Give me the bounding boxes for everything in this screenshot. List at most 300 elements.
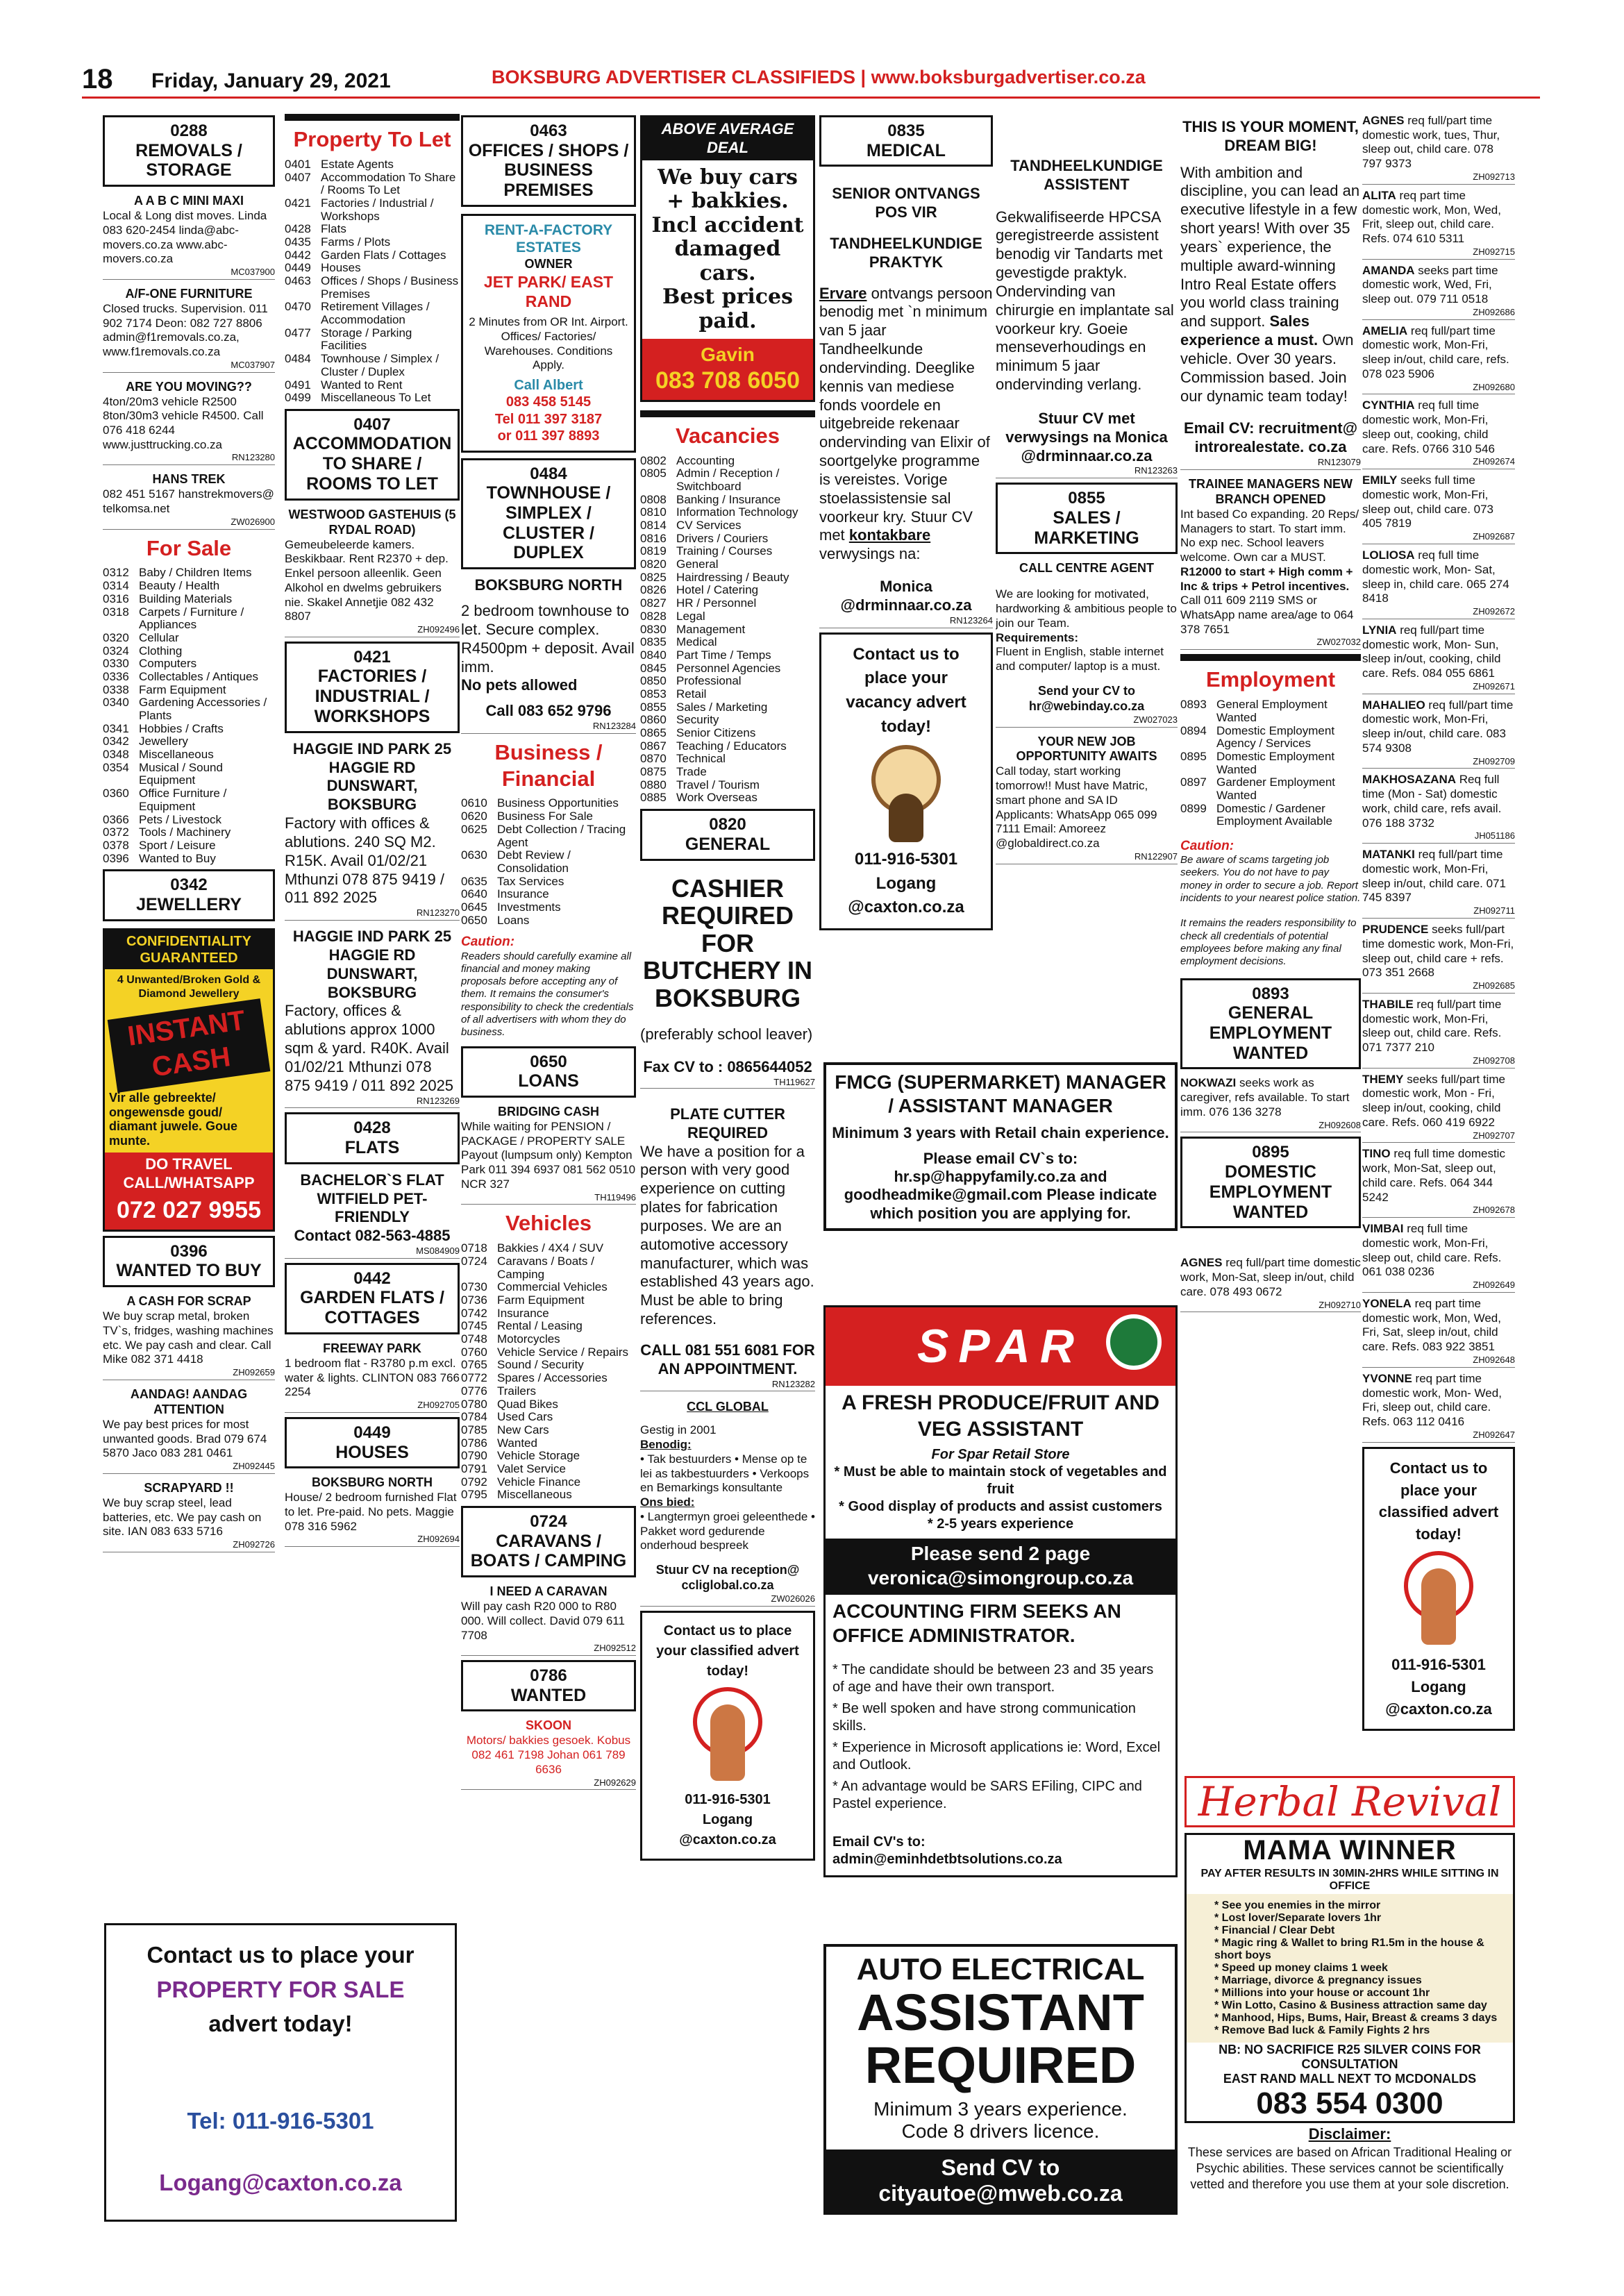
ad-dream-big: THIS IS YOUR MOMENT, DREAM BIG! With ambition and discipline, you can lead an executive lifestyle in a few short years! With over 35 years` experience, the multiple award-winning Intro Real Estate offers you world class training and support. Sales experience a must. Own vehicle. Over 30 years. Commission based. Join our dynamic team today! Email CV: recruitment@ introrealestate. co.za RN123079 <box>1180 118 1361 470</box>
directory-label: Pets / Livestock <box>139 812 222 826</box>
bullet: * The candidate should be between 23 and 35 years of age and have their own transport. <box>832 1662 1154 1695</box>
ad-ref: RN123280 <box>103 452 275 465</box>
classified-ad <box>103 1481 275 1552</box>
ad-ref: ZH092715 <box>1362 246 1515 260</box>
mama-item: * Marriage, divorce & pregnancy issues <box>1214 1975 1422 1986</box>
ad-text: We buy scrap steel, lead batteries, etc. We pay cash on site. IAN 083 633 5716 <box>103 1495 262 1539</box>
ad-ref: ZH092726 <box>103 1539 275 1552</box>
ad-ref: ZH092680 <box>1362 382 1515 395</box>
directory-code: 0805 <box>640 467 667 480</box>
ad-name: THEMY <box>1362 1072 1404 1086</box>
ad-caravan: I NEED A CARAVAN Will pay cash R20 000 to R80 000. Will collect. David 079 611 7708 ZH092512 <box>461 1584 636 1656</box>
ad-trainee-managers: TRAINEE MANAGERS NEW BRANCH OPENED Int based Co expanding. 20 Reps/ Managers to start. To start imm. No exp nec. School leavers welcome. Own car a MUST. R12000 to start + High comm + Inc & trips + Petrol incentives. Call 011 609 2119 SMS or WhatsApp name area/age to 064 378 7651 ZW027032 <box>1180 477 1361 650</box>
ad-text: req full time domestic work, Mon-Sat, sleep out, child care. Refs. 064 344 5242 <box>1362 1147 1505 1204</box>
ad-text: We pay best prices for most unwanted goods. Brad 079 674 5870 Jaco 083 281 0461 <box>103 1417 267 1460</box>
directory-code: 0645 <box>461 900 487 914</box>
directory-label: Offices / Shops / Business Premises <box>321 274 459 301</box>
column-4: ABOVE AVERAGE DEAL We buy cars + bakkies. Incl accident damaged cars. Best prices paid. Gavin 083 708 6050 Vacancies 0802 Accounting 0805 Admin / Reception / Switchboard 0808 Banking / Insurance 0810 Information Technology 0814 CV Services 0816 Drivers / Couriers 0819 Training / Courses 0820 General 0825 Hairdressing / Beauty 0826 Hotel / Catering 0827 HR / Personnel 0828 Legal 0830 Management 0835 Medical 0840 Part Time / Temps 0845 Personnel Agencies 0850 Professional 0853 Retail 0855 Sales / Marketing 0860 Security 0865 Senior Citizens 0867 Teaching / Educators 0870 Technical 0875 Trade 0880 Travel / Tourism 0885 Work Overseas 0820 GENERAL CASHIER REQUIRED FOR BUTCHERY IN BOKSBURG (preferably school leaver) Fax CV to : 0865644052 TH119627 PLATE CUTTER REQUIRED We have a position for a person with very good experience on cutting plates for fabrication purposes. We are an automotive accessory manufacturer, which was established 43 years ago. Must be able to bring references. CALL 081 551 6081 FOR AN APPOINTMENT. RN123282 CCL GLOBAL Gestig in 2001 Benodig: • Tak bestuurders • Mense op te lei as takbestuurders • Verkoops en Bemarkings konsultante Ons bied: • Langtermyn groei geleenthede • Pakket word gedurende onderhoud bespreek Stuur CV na reception@ ccliglobal.co.za ZW026026 Contact us to place your classified advert today! 011-916-5301 Logang @caxton.co.za <box>640 111 815 1861</box>
cashier-ad-note: (preferably school leaver) <box>640 1025 813 1044</box>
mama-item: * Win Lotto, Casino & Business attraction same day <box>1214 2000 1487 2011</box>
directory-label: Tax Services <box>497 874 564 888</box>
directory-label: Miscellaneous To Let <box>321 391 431 405</box>
directory-label: Sales / Marketing <box>676 700 768 714</box>
mama-item: * Financial / Clear Debt <box>1214 1925 1335 1936</box>
ad-townhouse: BOKSBURG NORTH 2 bedroom townhouse to let. Secure complex. R4500pm + deposit. Avail imm. No pets allowed Call 083 652 9796 RN123284 <box>461 576 636 734</box>
directory-label: Jewellery <box>139 735 188 748</box>
vehicles-directory <box>461 1242 636 1502</box>
directory-label: New Cars <box>497 1423 549 1436</box>
business-financial-title: Business / Financial <box>494 739 603 791</box>
for-sale-directory <box>103 567 275 865</box>
ad-text: req part time domestic work, Mon, Wed, Fri, Sat, sleep in/out, child care. Refs. 083 922 3851 <box>1362 1297 1501 1354</box>
directory-label: Hotel / Catering <box>676 583 759 597</box>
directory-code: 0620 <box>461 810 487 823</box>
ad-name: THABILE <box>1362 997 1414 1011</box>
directory-label: Miscellaneous <box>139 748 214 762</box>
heading-accommodation: 0407 ACCOMMODATION TO SHARE / ROOMS TO LET <box>285 409 460 501</box>
ad-heading: AANDAG! AANDAG ATTENTION <box>130 1386 248 1416</box>
fmcg-ad: FMCG (SUPERMARKET) MANAGER / ASSISTANT MANAGER Minimum 3 years with Retail chain experience. Please email CV`s to: hr.sp@happyfamily.co.za and goodheadmike@gmail.com Please indicate which position you are applying for. <box>823 1062 1178 1231</box>
classified-ad <box>103 380 275 466</box>
ad-ref: ZH092672 <box>1362 606 1515 619</box>
directory-code: 0360 <box>103 787 129 801</box>
ad-text: req full time domestic work, Mon-Fri, sleep out, child care. Refs. 061 038 0236 <box>1362 1222 1502 1279</box>
auto-electrical-ad: AUTO ELECTRICAL ASSISTANT REQUIRED Minimum 3 years experience. Code 8 drivers licence. Send CV to cityautoe@mweb.co.za <box>823 1944 1178 2215</box>
directory-label: Information Technology <box>676 505 798 519</box>
mama-item: * Speed up money claims 1 week <box>1214 1962 1388 1974</box>
domestic-ad <box>1362 1073 1515 1143</box>
directory-code: 0428 <box>285 222 311 236</box>
ad-text: req full/part time domestic work, Mon-Fri, sleep in/out, child care, refs. 078 023 5906 <box>1362 324 1509 380</box>
ad-ref: ZH092711 <box>1362 905 1515 919</box>
ad-name: YVONNE <box>1362 1371 1412 1385</box>
column-6 <box>996 111 1178 1041</box>
directory-code: 0860 <box>640 713 667 727</box>
ad-bachelor: BACHELOR`S FLAT WITFIELD PET-FRIENDLY Contact 082-563-4885 MS084909 <box>285 1171 460 1259</box>
directory-label: Senior Citizens <box>676 726 756 740</box>
directory-code: 0650 <box>461 913 487 927</box>
ad-name: MAHALIEO <box>1362 698 1425 712</box>
directory-code: 0808 <box>640 492 667 506</box>
domestic-ad <box>1362 1297 1515 1368</box>
ad-ref: MC037900 <box>103 267 275 280</box>
ad-text: Req full time (Mon - Sat) domestic work, child care, refs avail. 076 188 3732 <box>1362 773 1502 830</box>
bullet: * Experience in Microsoft applications ie: Word, Excel and Outlook. <box>832 1740 1161 1773</box>
column-7 <box>1180 111 1361 1316</box>
directory-label: Medical <box>676 635 717 649</box>
directory-code: 0776 <box>461 1384 487 1398</box>
directory-label: Flats <box>321 222 346 236</box>
ad-name: TINO <box>1362 1147 1391 1161</box>
ad-text: 082 451 5167 hanstrekmovers@ telkomsa.net <box>103 487 274 516</box>
directory-label: Technical <box>676 752 726 766</box>
ad-text: req full time domestic work, Mon- Sat, sleep in, child care. 065 274 8418 <box>1362 548 1509 605</box>
ad-agnes: AGNES req full/part time domestic work, Mon-Sat, sleep in/out, child care. 078 493 0672 ZH092710 <box>1180 1256 1361 1312</box>
directory-code: 0336 <box>103 669 129 683</box>
directory-code: 0341 <box>103 721 129 735</box>
directory-code: 0880 <box>640 778 667 791</box>
directory-label: Farms / Plots <box>321 235 391 249</box>
directory-code: 0470 <box>285 300 311 314</box>
directory-label: General <box>676 558 719 571</box>
ad-text: seeks full time domestic work, Mon-Fri, sleep out, child care. 073 405 7819 <box>1362 474 1494 530</box>
directory-label: Quad Bikes <box>497 1397 558 1411</box>
directory-code: 0819 <box>640 544 667 558</box>
domestic-ad <box>1362 623 1515 694</box>
directory-code: 0338 <box>103 682 129 696</box>
directory-code: 0724 <box>461 1254 487 1268</box>
disclaimer: Disclaimer: These services are based on African Traditional Healing or Psychic abilities. These services cannot be scientifically vetted and therefore you use them at your sole discretion. <box>1187 2125 1512 2192</box>
directory-code: 0790 <box>461 1449 487 1463</box>
directory-code: 0316 <box>103 592 129 605</box>
directory-code: 0491 <box>285 378 311 392</box>
directory-code: 0894 <box>1180 723 1207 737</box>
section-title[interactable]: BOKSBURG ADVERTISER CLASSIFIEDS | www.boksburgadvertiser.co.za <box>492 67 1146 87</box>
directory-label: Business Opportunities <box>497 796 619 810</box>
mama-item: * Magic ring & Wallet to bring R1.5m in the house & short boys <box>1214 1937 1484 1961</box>
ad-name: ALITA <box>1362 188 1396 202</box>
ad-heading: SCRAPYARD !! <box>144 1480 234 1495</box>
directory-code: 0786 <box>461 1436 487 1450</box>
column-8 <box>1362 111 1515 1731</box>
column-2 <box>285 111 460 1551</box>
directory-label: Accounting <box>676 453 735 467</box>
directory-code: 0853 <box>640 687 667 701</box>
ad-text: req part time domestic work, Mon- Wed, Fri, sleep out, child care. Refs. 063 112 0416 <box>1362 1371 1502 1429</box>
mama-item: * Manhood, Hips, Bums, Hair, Breast & creams 3 days <box>1214 2012 1498 2024</box>
domestic-ad <box>1362 474 1515 544</box>
employment-directory <box>1180 698 1361 828</box>
directory-code: 0875 <box>640 765 667 779</box>
directory-code: 0401 <box>285 157 311 171</box>
heading-factories: 0421 FACTORIES / INDUSTRIAL / WORKSHOPS <box>285 642 460 733</box>
ad-text: seeks full/part time domestic work, Mon - Fri, sleep in/out, cooking, child care. Refs. 060 419 6922 <box>1362 1072 1505 1129</box>
ad-boksburg-north: BOKSBURG NORTH House/ 2 bedroom furnished Flat to let. Pre-paid. No pets. Maggie 078 316 5962 ZH092694 <box>285 1475 460 1547</box>
domestic-ad <box>1362 773 1515 844</box>
directory-label: Carpets / Furniture / Appliances <box>139 605 244 632</box>
ad-haggie-2: HAGGIE IND PARK 25 HAGGIE RD DUNSWART, BOKSBURG Factory, offices & ablutions approx 1000 sqm & yard. R40K. Avail 01/02/21 Mthunzi 078 875 9419 / 011 892 2025 RN123269 <box>285 928 460 1108</box>
vacancy-contact-box: Contact us to place your vacancy advert today! 011-916-5301 Logang @caxton.co.za <box>819 632 993 931</box>
classified-ad <box>103 472 275 529</box>
ad-freeway: FREEWAY PARK 1 bedroom flat - R3780 p.m excl. water & lights. CLINTON 083 766 2254 ZH092705 <box>285 1341 460 1413</box>
ad-text: Closed trucks. Supervision. 011 902 7174 Deon: 082 727 8806 admin@f1removals.co.za, www.f1removals.co.za <box>103 301 268 358</box>
directory-label: Valet Service <box>497 1461 566 1475</box>
directory-code: 0897 <box>1180 776 1207 789</box>
directory-code: 0736 <box>461 1293 487 1307</box>
directory-code: 0850 <box>640 674 667 688</box>
directory-label: Baby / Children Items <box>139 566 252 580</box>
ad-name: CYNTHIA <box>1362 399 1415 412</box>
directory-code: 0463 <box>285 274 311 287</box>
heading-garden-flats: 0442 GARDEN FLATS / COTTAGES <box>285 1263 460 1334</box>
heading-loans: 0650 LOANS <box>461 1046 636 1098</box>
directory-label: Wanted to Rent <box>321 378 403 392</box>
domestic-ad <box>1362 848 1515 919</box>
directory-label: Computers <box>139 657 197 671</box>
ad-text: req part time domestic work, Mon, Wed, Frit, sleep out, child care. Refs. 074 610 5311 <box>1362 188 1501 245</box>
directory-code: 0366 <box>103 812 129 826</box>
ad-ref: ZH092686 <box>1362 307 1515 320</box>
directory-code: 0342 <box>103 735 129 748</box>
business-directory <box>461 797 636 927</box>
phone-icon <box>1397 1551 1480 1648</box>
directory-label: Travel / Tourism <box>676 778 760 791</box>
directory-code: 0816 <box>640 531 667 545</box>
directory-code: 0324 <box>103 644 129 657</box>
directory-label: HR / Personnel <box>676 596 757 610</box>
ad-name: LOLIOSA <box>1362 548 1415 562</box>
directory-label: Investments <box>497 900 561 914</box>
vacancies-directory <box>640 455 815 805</box>
directory-label: Estate Agents <box>321 157 394 171</box>
ad-bridging-cash: BRIDGING CASH While waiting for PENSION / PACKAGE / PROPERTY SALE Payout (lumpsum only) Kempton Park 011 394 6937 081 562 0510 NCR 327 TH119496 <box>461 1105 636 1205</box>
directory-label: Storage / Parking Facilities <box>321 326 412 353</box>
ad-text: req full/part time domestic work, Mon-Fri, sleep out, child care. Refs. 071 7377 210 <box>1362 997 1502 1055</box>
directory-label: Musical / Sound Equipment <box>139 760 223 787</box>
directory-code: 0810 <box>640 505 667 519</box>
caution-financial: Caution: Readers should carefully examine all financial and money making proposals before accepting any of them. It remains the consumer's responsibility to check the credentials of all advertisers with whom they do business. <box>461 935 634 1039</box>
directory-label: Retail <box>676 687 707 701</box>
directory-code: 0499 <box>285 391 311 405</box>
directory-code: 0828 <box>640 609 667 623</box>
ad-heading: A A B C MINI MAXI <box>134 194 244 208</box>
ad-ref: ZH092649 <box>1362 1280 1515 1293</box>
ad-westwood: WESTWOOD GASTEHUIS (5 RYDAL ROAD) Gemeubeleerde kamers. Beskikbaar. Rent R2370 + dep. Enkel persoon alleenlik. Geen Alkohol en dwelms gebruikers nie. Skakel Annetjie 082 432 8807 ZH092496 <box>285 508 460 637</box>
ad-haggie-1: HAGGIE IND PARK 25 HAGGIE RD DUNSWART, BOKSBURG Factory with offices & ablutions. 240 SQ M2. R15K. Avail 01/02/21 Mthunzi 078 875 9419 / 011 892 2025 RN123270 <box>285 740 460 921</box>
directory-label: Vehicle Finance <box>497 1475 581 1489</box>
ad-ref: ZH092708 <box>1362 1055 1515 1069</box>
ad-ref: ZH092659 <box>103 1367 275 1380</box>
ad-ref: ZW026900 <box>103 517 275 530</box>
spar-ad: SPAR A FRESH PRODUCE/FRUIT AND VEG ASSISTANT For Spar Retail Store * Must be able to maintain stock of vegetables and fruit * Good display of products and assist customers * 2-5 years experience Please send 2 page veronica@simongroup.co.za <box>823 1305 1178 1595</box>
directory-code: 0835 <box>640 635 667 649</box>
ad-ref: ZH092713 <box>1362 171 1515 185</box>
mascot-icon <box>864 745 948 842</box>
directory-label: Rental / Leasing <box>497 1319 583 1333</box>
page-number: 18 <box>82 64 113 94</box>
ad-name: VIMBAI <box>1362 1222 1404 1236</box>
ad-senior-ontvangs: SENIOR ONTVANGS POS VIR TANDHEELKUNDIGE PRAKTYK Ervare ontvangs persoon benodig met `n minimum van 5 jaar Tandheelkunde ondervinding. Deeglike kennis van mediese fonds voordele en uitgebreide rekenaar ondervinding van Elixir of soortgelyke programme is vereistes. Vorige stoelassistensie sal voorkeur kry. Stuur CV met kontakbare verwysings na: Monica @drminnaar.co.za RN123264 <box>819 185 993 628</box>
spar-tree-icon <box>1106 1314 1162 1370</box>
phone-icon <box>686 1687 769 1784</box>
directory-label: Banking / Insurance <box>676 492 781 506</box>
directory-label: Miscellaneous <box>497 1488 572 1502</box>
mama-item: * Lost lover/Separate lovers 1hr <box>1214 1912 1382 1924</box>
instant-cash-ad: CONFIDENTIALITY GUARANTEED 4 Unwanted/Broken Gold & Diamond Jewellery INSTANT CASH Vir alle gebreekte/ ongewensde goud/ diamant juwele. Goue munte. DO TRAVEL CALL/WHATSAPP 072 027 9955 <box>103 928 275 1232</box>
domestic-ad <box>1362 1372 1515 1443</box>
directory-label: Insurance <box>497 1306 549 1320</box>
ad-name: AMELIA <box>1362 324 1408 337</box>
ad-text: req full/part time domestic work, Mon- Sun, sleep in/out, cooking, child care. Refs. 084 055 6861 <box>1362 623 1501 680</box>
ad-name: PRUDENCE <box>1362 923 1429 937</box>
directory-label: Part Time / Temps <box>676 648 771 662</box>
domestic-ad <box>1362 1222 1515 1293</box>
directory-label: Sound / Security <box>497 1358 584 1372</box>
directory-code: 0442 <box>285 248 311 262</box>
spar-logo: SPAR <box>826 1307 1175 1386</box>
column-5 <box>819 111 993 930</box>
heading-medical: 0835 MEDICAL <box>819 115 993 167</box>
directory-code: 0635 <box>461 874 487 888</box>
directory-label: Accommodation To Share / Rooms To Let <box>321 170 456 197</box>
heading-general-employment: 0893 GENERAL EMPLOYMENT WANTED <box>1180 978 1361 1070</box>
heading-removals: 0288 REMOVALS / STORAGE <box>103 115 275 187</box>
ad-plate-cutter: PLATE CUTTER REQUIRED We have a position for a person with very good experience on cutting plates for fabrication purposes. We are an automotive accessory manufacturer, which was established 43 years ago. Must be able to bring references. CALL 081 551 6081 FOR AN APPOINTMENT. RN123282 <box>640 1105 815 1391</box>
directory-code: 0372 <box>103 826 129 839</box>
classified-ad <box>103 194 275 280</box>
heading-jewellery: 0342 JEWELLERY <box>103 869 275 921</box>
directory-label: General Employment Wanted <box>1216 698 1328 724</box>
ad-ref: ZH092671 <box>1362 681 1515 694</box>
property-contact-box: Contact us to place your PROPERTY FOR SALE advert today! Tel: 011-916-5301 Logang@caxton.co.za <box>104 1923 457 2222</box>
directory-label: Factories / Industrial / Workshops <box>321 196 434 223</box>
directory-label: Beauty / Health <box>139 579 220 593</box>
directory-label: Training / Courses <box>676 544 773 558</box>
domestic-ad <box>1362 399 1515 469</box>
ad-text: seeks part time domestic work, Wed, Fri, sleep out. 079 711 0518 <box>1362 263 1498 306</box>
directory-code: 0825 <box>640 570 667 584</box>
directory-label: Vehicle Storage <box>497 1449 580 1463</box>
directory-label: Hobbies / Crafts <box>139 721 224 735</box>
directory-label: Wanted <box>497 1436 537 1450</box>
directory-label: Gardening Accessories / Plants <box>139 696 267 722</box>
mama-item: * Millions into your house or account 1hr <box>1214 1987 1430 1999</box>
ad-ccl-global: CCL GLOBAL Gestig in 2001 Benodig: • Tak bestuurders • Mense op te lei as takbestuurders • Verkoops en Bemarkings konsultante Ons bied: • Langtermyn groei geleenthede • Pakket word gedurende onderhoud bespreek Stuur CV na reception@ ccliglobal.co.za ZW026026 <box>640 1400 815 1606</box>
ad-ref: ZH092709 <box>1362 756 1515 769</box>
issue-date: Friday, January 29, 2021 <box>151 69 391 92</box>
ad-ref: ZH092445 <box>103 1461 275 1474</box>
directory-label: Domestic Employment Agency / Services <box>1216 723 1335 751</box>
classified-contact-box-2: Contact us to place your classified advert today! 011-916-5301 Logang @caxton.co.za <box>1362 1447 1515 1731</box>
directory-label: Debt Review / Consolidation <box>497 848 571 875</box>
directory-label: Motorcycles <box>497 1332 560 1346</box>
heading-houses: 0449 HOUSES <box>285 1417 460 1468</box>
directory-label: Teaching / Educators <box>676 739 787 753</box>
directory-code: 0312 <box>103 566 129 580</box>
directory-code: 0814 <box>640 519 667 533</box>
ad-name: AGNES <box>1362 114 1405 127</box>
directory-code: 0820 <box>640 558 667 571</box>
heading-flats: 0428 FLATS <box>285 1112 460 1164</box>
ad-text: req full/part time domestic work, Mon-Fri, sleep in/out, child care. 083 574 9308 <box>1362 698 1514 755</box>
heading-townhouse: 0484 TOWNHOUSE / SIMPLEX / CLUSTER / DUPLEX <box>461 458 636 570</box>
directory-code: 0895 <box>1180 749 1207 763</box>
directory-label: Cellular <box>139 630 179 644</box>
directory-code: 0407 <box>285 170 311 184</box>
classified-ad <box>103 1294 275 1380</box>
ad-call-centre-agent: CALL CENTRE AGENT We are looking for motivated, hardworking & ambitious people to join our Team. Requirements: Fluent in English, stable internet and computer/ laptop is a must. Send your CV to hr@webinday.co.za ZW027023 <box>996 561 1178 727</box>
ad-name: AMANDA <box>1362 263 1415 277</box>
directory-code: 0745 <box>461 1319 487 1333</box>
column-1 <box>103 111 275 1557</box>
heading-caravans: 0724 CARAVANS / BOATS / CAMPING <box>461 1506 636 1577</box>
heading-general: 0820 GENERAL <box>640 809 815 860</box>
directory-code: 0435 <box>285 235 311 249</box>
domestic-ad <box>1362 998 1515 1069</box>
ad-heading: HANS TREK <box>152 472 226 487</box>
vehicles-title: Vehicles <box>505 1211 592 1236</box>
directory-label: Commercial Vehicles <box>497 1280 608 1294</box>
directory-label: Trade <box>676 765 707 779</box>
domestic-ad <box>1362 324 1515 395</box>
heading-offices: 0463 OFFICES / SHOPS / BUSINESS PREMISES <box>461 115 636 207</box>
directory-code: 0748 <box>461 1332 487 1346</box>
directory-label: Domestic / Gardener Employment Available <box>1216 801 1332 828</box>
mama-item: * See you enemies in the mirror <box>1214 1900 1381 1911</box>
directory-code: 0867 <box>640 739 667 753</box>
ad-ref: ZH092678 <box>1362 1205 1515 1218</box>
directory-label: Retirement Villages / Accommodation <box>321 300 430 327</box>
domestic-ad <box>1362 114 1515 185</box>
directory-code: 0885 <box>640 791 667 805</box>
directory-label: Tools / Machinery <box>139 826 231 839</box>
directory-code: 0760 <box>461 1345 487 1359</box>
directory-label: Hairdressing / Beauty <box>676 570 789 584</box>
mama-winner-ad: MAMA WINNER PAY AFTER RESULTS IN 30MIN-2HRS WHILE SITTING IN OFFICE * See you enemies in the mirror * Lost lover/Separate lovers 1hr * Financial / Clear Debt * Magic ring & Wallet to bring R1.5m in the house & short boys * Speed up money claims 1 week * Marriage, divorce & pregnancy issues * Millions into your house or account 1hr * Win Lotto, Casino & Business attraction same day * Manhood, Hips, Bums, Hair, Breast & creams 3 days * Remove Bad luck & Family Fights 2 hrs NB: NO SACRIFICE R25 SILVER COINS FOR CONSULTATION EAST RAND MALL NEXT TO MCDONALDS 083 554 0300 <box>1184 1833 1515 2123</box>
above-average-deal-ad: ABOVE AVERAGE DEAL We buy cars + bakkies. Incl accident damaged cars. Best prices paid. Gavin 083 708 6050 <box>640 115 815 402</box>
heading-domestic-employment: 0895 DOMESTIC EMPLOYMENT WANTED <box>1180 1137 1361 1228</box>
directory-code: 0791 <box>461 1461 487 1475</box>
ad-ref: MC037907 <box>103 360 275 373</box>
bullet: * Be well spoken and have strong communication skills. <box>832 1701 1136 1734</box>
directory-label: Debt Collection / Tracing Agent <box>497 822 626 849</box>
directory-label: Drivers / Couriers <box>676 531 769 545</box>
directory-code: 0354 <box>103 760 129 774</box>
property-directory <box>285 158 460 405</box>
ad-text: We buy scrap metal, broken TV`s, fridges, washing machines etc. We pay cash and clear. Call Mike 082 371 4418 <box>103 1309 274 1366</box>
directory-code: 0340 <box>103 696 129 710</box>
ad-heading: ARE YOU MOVING?? <box>126 379 252 394</box>
ad-nokwazi: NOKWAZI seeks work as caregiver, refs available. To start imm. 076 136 3278 ZH092608 <box>1180 1076 1361 1132</box>
ad-heading: A/F-ONE FURNITURE <box>125 286 253 301</box>
directory-label: Personnel Agencies <box>676 661 781 675</box>
directory-code: 0765 <box>461 1358 487 1372</box>
directory-label: Farm Equipment <box>497 1293 585 1307</box>
directory-code: 0795 <box>461 1488 487 1502</box>
directory-label: Gardener Employment Wanted <box>1216 776 1336 802</box>
domestic-ad <box>1362 548 1515 619</box>
directory-code: 0318 <box>103 605 129 619</box>
directory-label: Insurance <box>497 887 549 901</box>
directory-label: Loans <box>497 913 530 927</box>
bullet: * An advantage would be SARS EFiling, CIPC and Pastel experience. <box>832 1779 1142 1811</box>
directory-code: 0477 <box>285 326 311 340</box>
ad-text: req full/part time domestic work, Mon-Fri, sleep in/out, child care. 071 745 8397 <box>1362 848 1506 905</box>
directory-label: Collectables / Antiques <box>139 669 258 683</box>
ad-text: req full time domestic work, Mon-Fri, sleep out, cooking, child care. Refs. 0766 310 546 <box>1362 399 1495 455</box>
directory-label: Management <box>676 622 746 636</box>
directory-code: 0826 <box>640 583 667 597</box>
directory-code: 0378 <box>103 838 129 852</box>
directory-label: Work Overseas <box>676 791 757 805</box>
ad-name: EMILY <box>1362 474 1398 487</box>
directory-code: 0610 <box>461 796 487 810</box>
directory-code: 0802 <box>640 453 667 467</box>
cashier-ad-title: CASHIER REQUIRED FOR BUTCHERY IN BOKSBURG <box>642 873 813 1012</box>
directory-code: 0718 <box>461 1241 487 1255</box>
directory-label: Spares / Accessories <box>497 1371 608 1385</box>
directory-label: Vehicle Service / Repairs <box>497 1345 628 1359</box>
directory-code: 0449 <box>285 261 311 275</box>
ad-text: req full/part time domestic work, tues, Thur, sleep out, child care. 078 797 9373 <box>1362 114 1500 171</box>
directory-label: Domestic Employment Wanted <box>1216 749 1335 776</box>
herbal-revival-banner: Herbal Revival <box>1184 1776 1515 1827</box>
directory-code: 0330 <box>103 657 129 671</box>
directory-label: Houses <box>321 261 361 275</box>
directory-code: 0785 <box>461 1423 487 1436</box>
ad-name: MAKHOSAZANA <box>1362 773 1457 787</box>
directory-label: Caravans / Boats / Camping <box>497 1254 594 1281</box>
